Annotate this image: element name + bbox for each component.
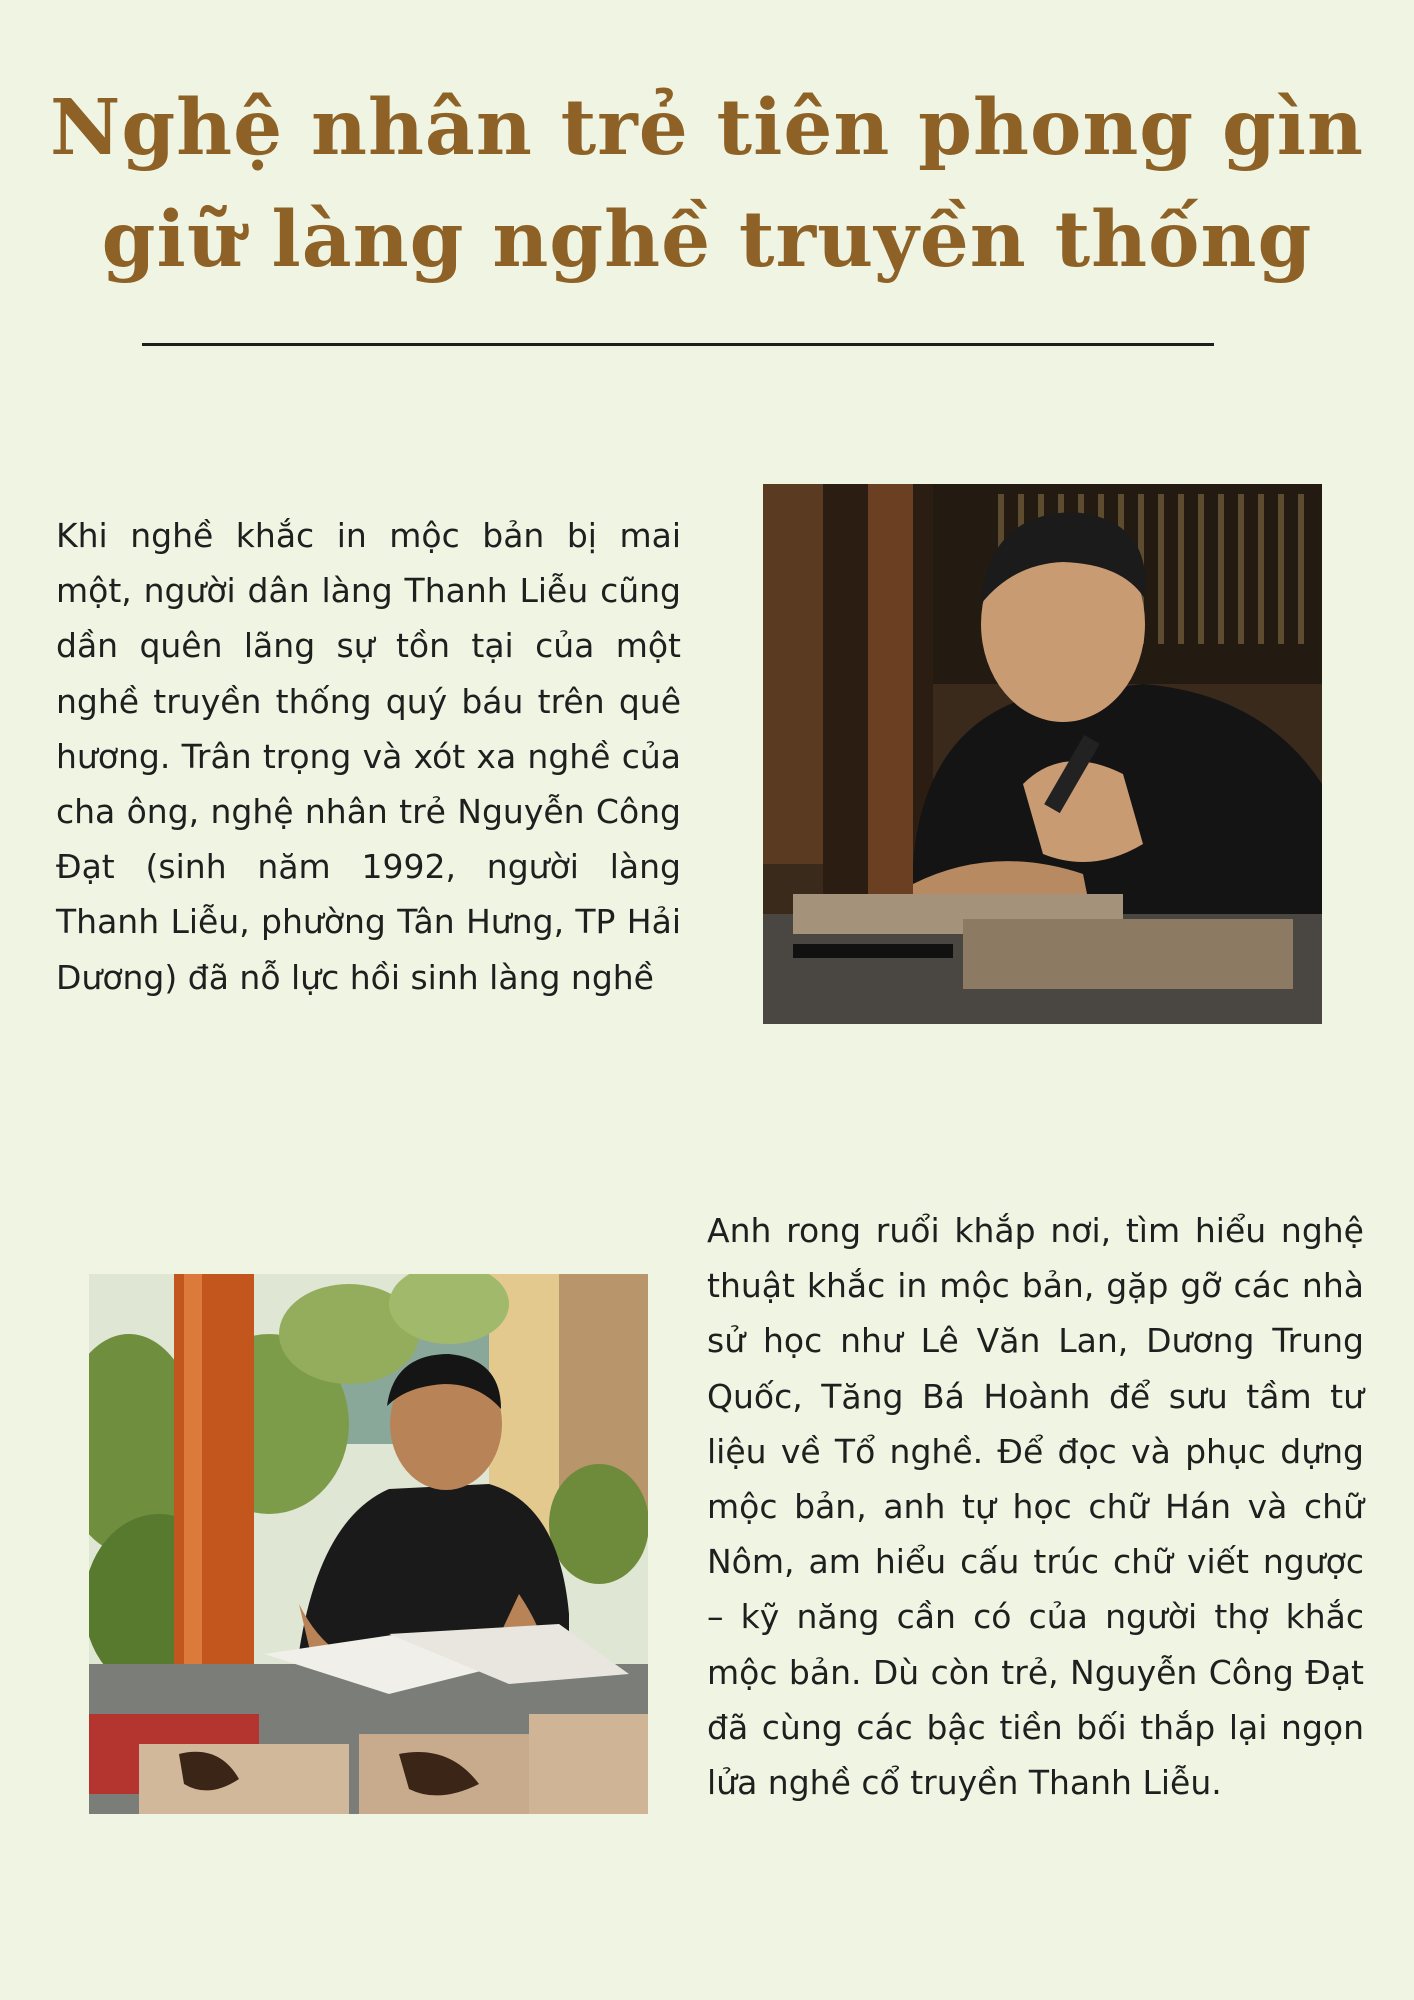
paragraph-intro: Khi nghề khắc in mộc bản bị mai một, người dân làng Thanh Liễu cũng dần quên lãng sự tồn tại của một nghề truyền thống quý báu trên quê hương. Trân trọng và xót xa nghề của cha ông, nghệ nhân trẻ Nguyễn Công Đạt (sinh năm 1992, người làng Thanh Liễu, phường Tân Hưng, TP Hải Dương) đã nỗ lực hồi sinh làng nghề bbox=[56, 516, 681, 997]
photo-artisan-drawing bbox=[89, 1274, 648, 1814]
paragraph-journey: Anh rong ruổi khắp nơi, tìm hiểu nghệ thuật khắc in mộc bản, gặp gỡ các nhà sử học như Lê Văn Lan, Dương Trung Quốc, Tăng Bá Hoành để sưu tầm tư liệu về Tổ nghề. Để đọc và phục dựng mộc bản, anh tự học chữ Hán và chữ Nôm, am hiểu cấu trúc chữ viết ngược – kỹ năng cần có của người thợ khắc mộc bản. Dù còn trẻ, Nguyễn Công Đạt đã cùng các bậc tiền bối thắp lại ngọn lửa nghề cổ truyền Thanh Liễu. bbox=[707, 1211, 1364, 1803]
photo-artisan-carving bbox=[763, 484, 1322, 1024]
title-divider bbox=[142, 343, 1214, 346]
article-title: Nghệ nhân trẻ tiên phong gìn giữ làng nghề truyền thống bbox=[49, 83, 1365, 285]
